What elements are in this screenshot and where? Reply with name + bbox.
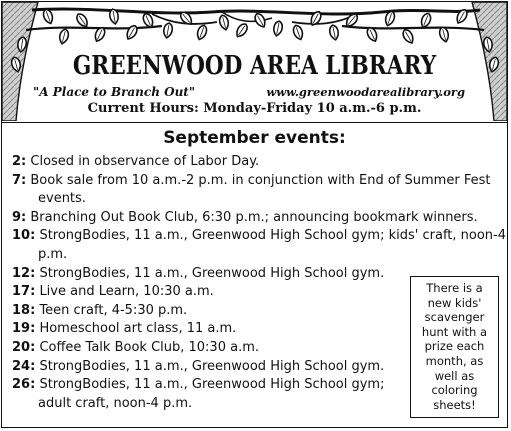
event-date: 7: (12, 172, 27, 188)
event-date: 24: (12, 358, 36, 374)
event-item (12, 172, 506, 209)
event-date: 9: (12, 209, 27, 225)
event-text: Coffee Talk Book Club, 10:30 a.m. (39, 339, 260, 355)
event-text: Closed in observance of Labor Day. (30, 154, 260, 169)
library-website: www.greenwoodarealibrary.org (266, 85, 465, 99)
scavenger-hunt-callout: There is a new kids' scavenger hunt with a prize each month, as well as coloring sheets! (410, 276, 499, 418)
event-text: StrongBodies, 11 a.m., Greenwood High School gym; kids' craft, noon-4 p.m. (38, 228, 506, 262)
event-date: 10: (12, 228, 36, 244)
library-header (2, 2, 507, 123)
library-tagline: "A Place to Branch Out" (33, 85, 196, 99)
event-text: Branching Out Book Club, 6:30 p.m.; announcing bookmark winners. (30, 209, 478, 225)
event-date: 26: (12, 377, 36, 393)
library-title: GREENWOOD AREA LIBRARY (72, 51, 437, 81)
event-date: 19: (12, 321, 36, 337)
event-item (12, 209, 506, 228)
library-advertisement (1, 1, 508, 428)
events-heading: September events: (163, 128, 346, 148)
event-item (12, 227, 506, 264)
event-text: Book sale from 10 a.m.-2 p.m. in conjunction with End of Summer Fest events. (30, 172, 491, 207)
event-date: 18: (12, 302, 36, 318)
event-date: 2: (12, 154, 27, 169)
event-text: StrongBodies, 11 a.m., Greenwood High School gym. (39, 265, 385, 281)
library-hours: Current Hours: Monday-Friday 10 a.m.-6 p.m. (87, 101, 422, 116)
event-text: StrongBodies, 11 a.m., Greenwood High School gym; adult craft, noon-4 p.m. (38, 377, 385, 411)
event-item (12, 153, 506, 172)
event-date: 20: (12, 339, 36, 355)
event-date: 12: (12, 265, 36, 281)
event-text: Teen craft, 4-5:30 p.m. (39, 302, 188, 318)
event-text: Live and Learn, 10:30 a.m. (39, 284, 214, 300)
event-text: Homeschool art class, 11 a.m. (39, 321, 237, 337)
event-text: StrongBodies, 11 a.m., Greenwood High School gym. (39, 358, 385, 374)
event-date: 17: (12, 284, 36, 300)
